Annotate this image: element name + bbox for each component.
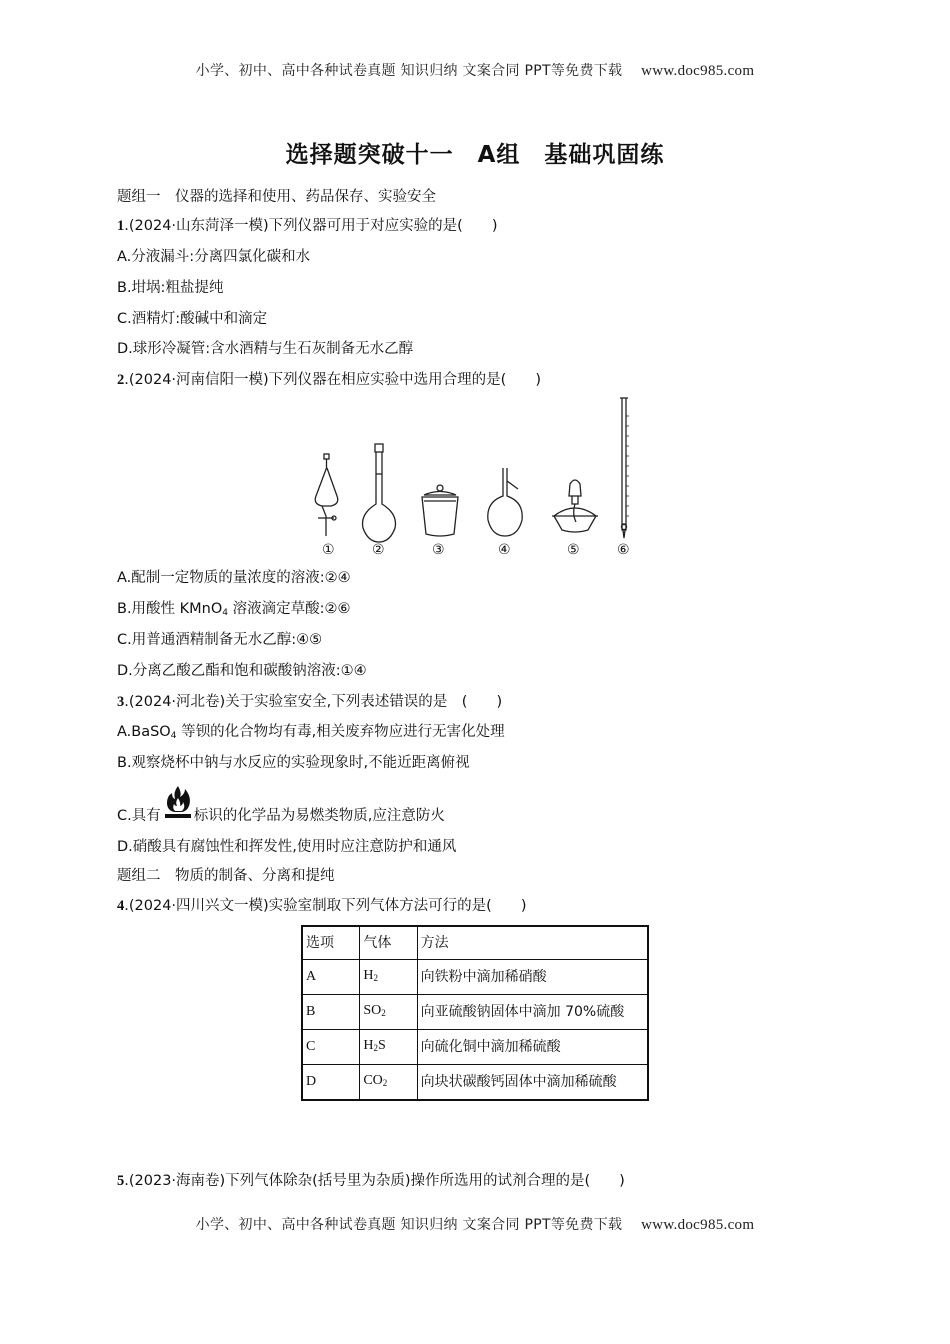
footer-site[interactable]: www.doc985.com bbox=[641, 1217, 755, 1233]
burette-drawing bbox=[620, 398, 628, 538]
q1-option-b: B.坩埚:粗盐提纯 bbox=[117, 280, 224, 296]
apparatus-figure bbox=[300, 396, 650, 560]
q4-stem-text: .(2024·四川兴文一模)实验室制取下列气体方法可行的是( ) bbox=[124, 898, 527, 914]
q5-stem bbox=[117, 1171, 625, 1191]
table-row: B $SO_2$ 向亚硫酸钠固体中滴加 70%硫酸 bbox=[302, 995, 648, 1030]
q2-stem-text: .(2024·河南信阳一模)下列仪器在相应实验中选用合理的是( ) bbox=[124, 372, 541, 388]
q5-number: 5 bbox=[117, 1173, 125, 1189]
q2-option-b: B.用酸性 KMnO$_4$ 溶液滴定草酸:②⑥ bbox=[117, 601, 351, 618]
group2-heading: 题组二 物质的制备、分离和提纯 bbox=[117, 868, 335, 884]
table-row: D $CO_2$ 向块状碳酸钙固体中滴加稀硫酸 bbox=[302, 1065, 648, 1101]
header-text: 小学、初中、高中各种试卷真题 知识归纳 文案合同 PPT等免费下载 bbox=[195, 63, 623, 79]
q2-stem bbox=[117, 370, 541, 390]
header-gas: 气体 bbox=[360, 926, 417, 960]
table-header-row bbox=[302, 926, 648, 960]
table-row: C $H_2S$ 向硫化铜中滴加稀硫酸 bbox=[302, 1030, 648, 1065]
header-site[interactable]: www.doc985.com bbox=[641, 63, 755, 79]
q4-number: 4 bbox=[117, 898, 125, 914]
header-method: 方法 bbox=[417, 926, 648, 960]
footer-text: 小学、初中、高中各种试卷真题 知识归纳 文案合同 PPT等免费下载 bbox=[195, 1217, 623, 1233]
q3-option-c: C.具有 标识的化学品为易燃类物质,应注意防火 bbox=[117, 808, 445, 824]
page-footer bbox=[0, 1214, 950, 1234]
separatory-funnel-drawing bbox=[315, 454, 338, 536]
group1-heading: 题组一 仪器的选择和使用、药品保存、实验安全 bbox=[117, 189, 436, 205]
header-option: 选项 bbox=[302, 926, 360, 960]
label-5: ⑤ bbox=[567, 542, 580, 558]
table-row: A $H_2$ 向铁粉中滴加稀硝酸 bbox=[302, 960, 648, 995]
q4-stem bbox=[117, 896, 527, 916]
q5-stem-text: .(2023·海南卷)下列气体除杂(括号里为杂质)操作所选用的试剂合理的是( ) bbox=[124, 1173, 625, 1189]
alcohol-lamp-drawing bbox=[552, 480, 598, 532]
q1-option-c: C.酒精灯:酸碱中和滴定 bbox=[117, 311, 268, 327]
label-4: ④ bbox=[498, 542, 511, 558]
gas-prep-table bbox=[301, 925, 649, 1101]
label-3: ③ bbox=[432, 542, 445, 558]
q1-stem bbox=[117, 216, 498, 236]
q3-option-b: B.观察烧杯中钠与水反应的实验现象时,不能近距离俯视 bbox=[117, 755, 470, 771]
label-2: ② bbox=[372, 542, 385, 558]
q2-option-c: C.用普通酒精制备无水乙醇:④⑤ bbox=[117, 632, 323, 648]
crucible-drawing bbox=[422, 485, 458, 536]
q1-option-a: A.分液漏斗:分离四氯化碳和水 bbox=[117, 249, 311, 265]
page-header bbox=[0, 60, 950, 80]
q1-stem-text: .(2024·山东菏泽一模)下列仪器可用于对应实验的是( ) bbox=[124, 218, 498, 234]
q3-stem-text: .(2024·河北卷)关于实验室安全,下列表述错误的是 ( ) bbox=[124, 694, 503, 710]
q1-number: 1 bbox=[117, 218, 125, 234]
q2-option-a: A.配制一定物质的量浓度的溶液:②④ bbox=[117, 570, 351, 586]
page-title: 选择题突破十一 A组 基础巩固练 bbox=[285, 142, 665, 168]
q3-option-d: D.硝酸具有腐蚀性和挥发性,使用时应注意防护和通风 bbox=[117, 839, 457, 855]
q1-option-d: D.球形冷凝管:含水酒精与生石灰制备无水乙醇 bbox=[117, 341, 414, 357]
q2-option-d: D.分离乙酸乙酯和饱和碳酸钠溶液:①④ bbox=[117, 663, 367, 679]
distillation-flask-drawing bbox=[488, 468, 522, 536]
q3-number: 3 bbox=[117, 694, 125, 710]
label-6: ⑥ bbox=[617, 542, 630, 558]
volumetric-flask-drawing bbox=[363, 444, 396, 542]
q2-number: 2 bbox=[117, 372, 125, 388]
q3-option-a: A.BaSO$_4$ 等钡的化合物均有毒,相关废弃物应进行无害化处理 bbox=[117, 724, 505, 741]
q3-stem bbox=[117, 692, 502, 712]
label-1: ① bbox=[322, 542, 335, 558]
